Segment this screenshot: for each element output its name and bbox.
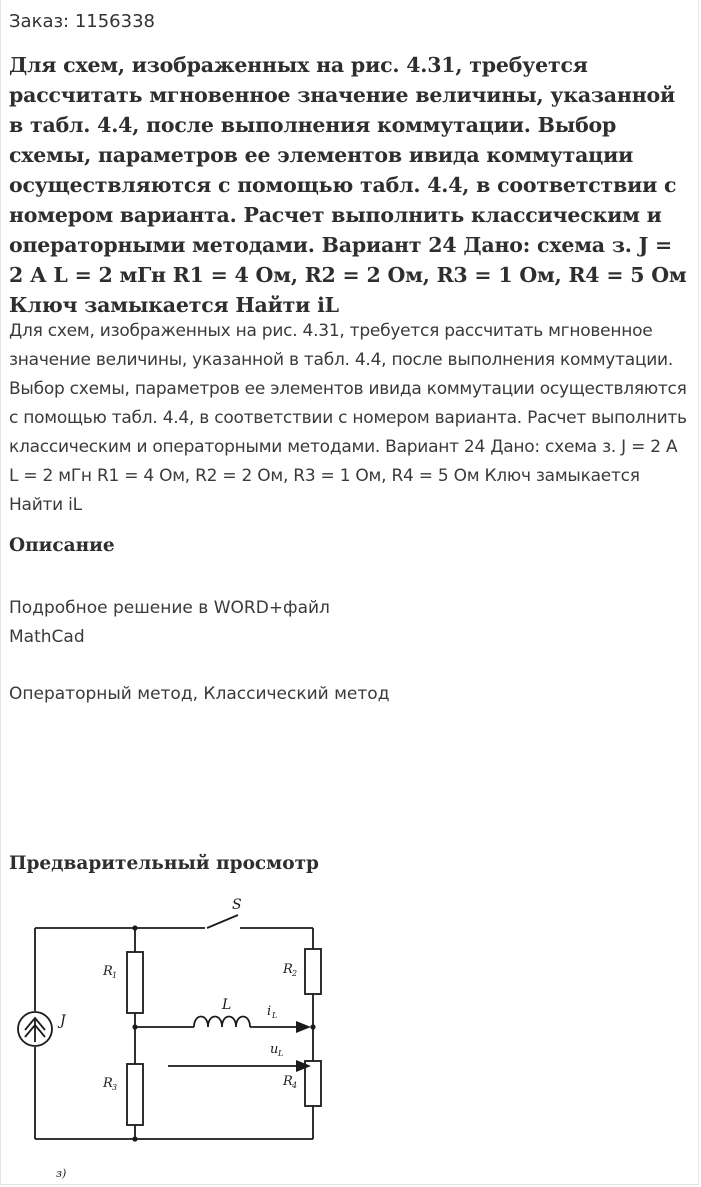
label-r1-sub: 1 <box>112 971 118 980</box>
label-current-sub: L <box>272 1011 278 1020</box>
junction-dots <box>132 925 315 1141</box>
label-r4: R <box>283 1074 293 1089</box>
label-current: i <box>267 1004 272 1019</box>
junction-middle-left <box>132 1024 137 1029</box>
junction-top-middle <box>132 925 137 930</box>
label-source: J <box>60 1013 66 1029</box>
circuit-labels <box>56 897 297 1180</box>
inductor-l <box>194 1017 250 1028</box>
description-line-1: Подробное решение в WORD+файл <box>9 598 330 618</box>
circuit-diagram <box>0 885 360 1187</box>
preview-heading: Предварительный просмотр <box>9 853 319 874</box>
resistor-r2 <box>305 949 321 994</box>
label-switch: S <box>232 897 242 913</box>
resistor-r1 <box>127 952 143 1013</box>
preview-image[interactable] <box>0 885 360 1187</box>
label-r2: R <box>283 962 293 977</box>
label-r4-sub: 4 <box>292 1081 298 1090</box>
label-r3: R <box>103 1076 113 1091</box>
label-r3-sub: 3 <box>112 1083 118 1092</box>
resistor-r3 <box>127 1064 143 1125</box>
description-heading: Описание <box>9 535 115 556</box>
task-text: Для схем, изображенных на рис. 4.31, требуется рассчитать мгновенное значение величины, указанной в табл. 4.4, после выполнения коммутации. Выбор схемы, параметров ее элементов ивида коммутации осуществляются с помощью табл. 4.4, в соответствии с номером варианта. Расчет выполнить классическим и операторными методами. Вариант 24 Дано: схема з. J = 2 А L = 2 мГн R1 = 4 Ом, R2 = 2 Ом, R3 = 1 Ом, R4 = 5 Ом Ключ замыкается Найти iL <box>9 321 687 515</box>
label-inductor: L <box>222 997 232 1013</box>
junction-middle-right <box>310 1024 315 1029</box>
description-line-2: MathCad <box>9 627 85 647</box>
label-r1: R <box>103 964 113 979</box>
junction-bottom-middle <box>132 1136 137 1141</box>
label-r2-sub: 2 <box>292 969 298 978</box>
switch-s <box>207 915 238 928</box>
order-number: Заказ: 1156338 <box>9 11 155 32</box>
figure-caption: з) <box>56 1167 67 1180</box>
current-arrow-head <box>296 1021 311 1033</box>
label-voltage-sub: L <box>278 1049 284 1058</box>
description-methods: Операторный метод, Классический метод <box>9 684 390 704</box>
label-voltage: u <box>270 1042 279 1057</box>
task-title: Для схем, изображенных на рис. 4.31, требуется рассчитать мгновенное значение величины, указанной в табл. 4.4, после выполнения коммутации. Выбор схемы, параметров ее элементов ивида коммутации осуществляются с помощью табл. 4.4, в соответствии с номером варианта. Расчет выполнить классическим и операторными методами. Вариант 24 Дано: схема з. J = 2 А L = 2 мГн R1 = 4 Ом, R2 = 2 Ом, R3 = 1 Ом, R4 = 5 Ом Ключ замыкается Найти iL <box>9 53 687 317</box>
resistor-r4 <box>305 1061 321 1106</box>
